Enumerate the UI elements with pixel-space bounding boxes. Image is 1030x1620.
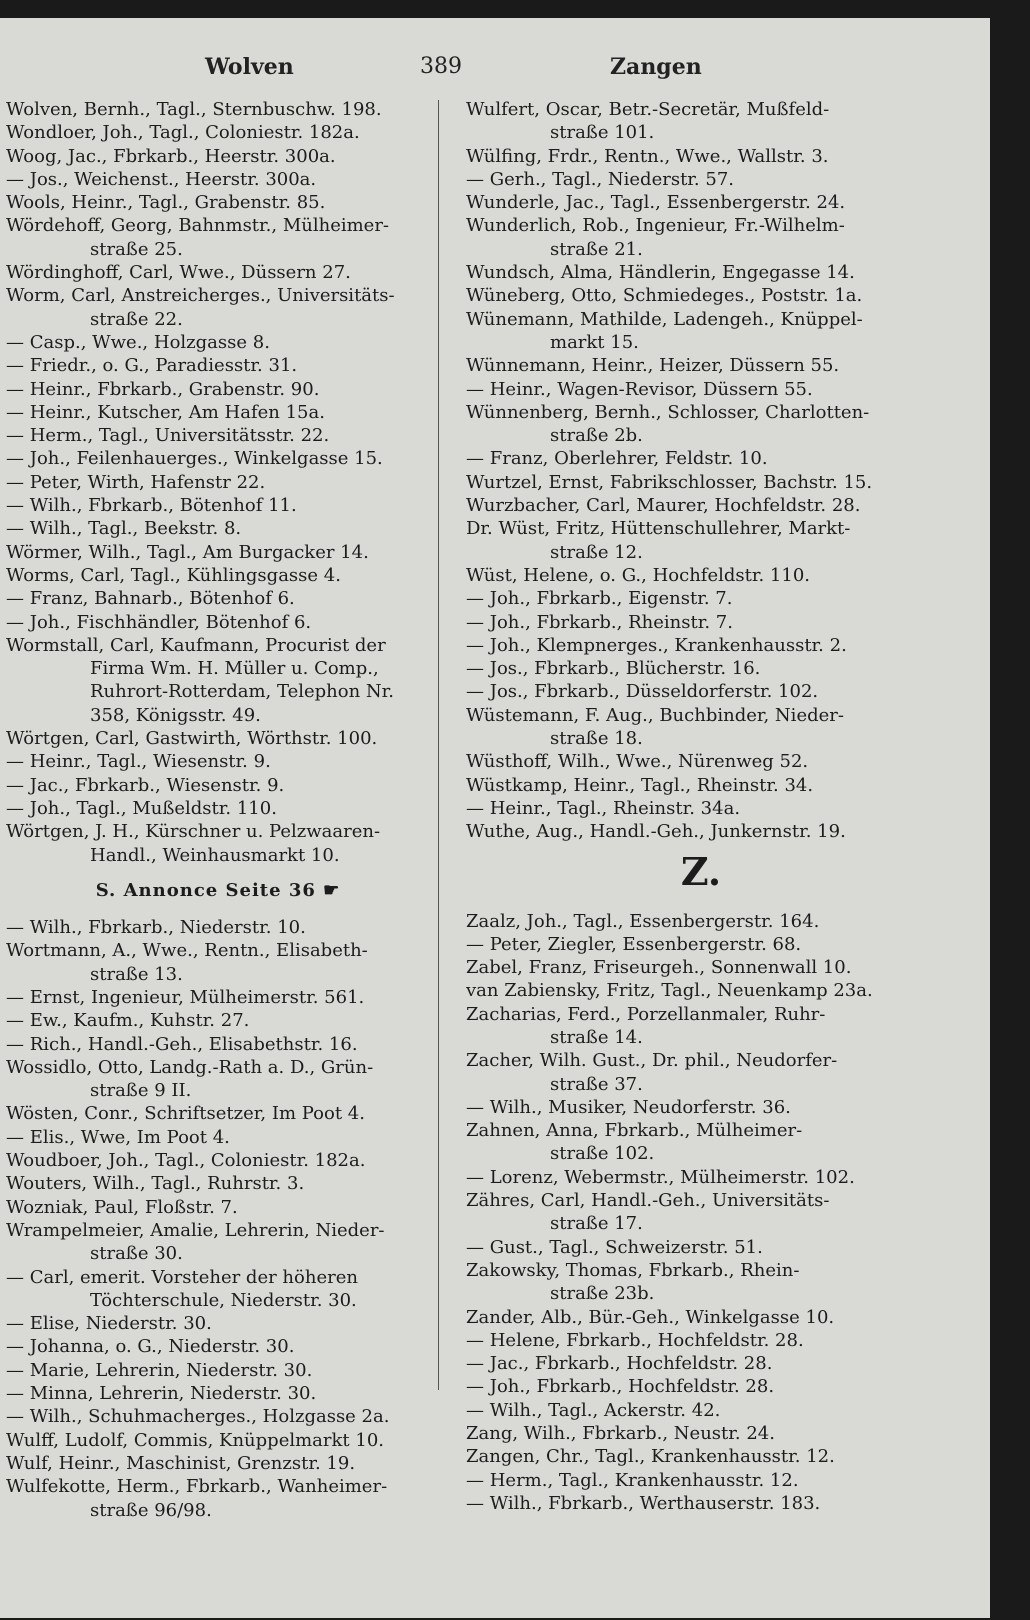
directory-entry: Zakowsky, Thomas, Fbrkarb., Rhein- <box>466 1259 800 1281</box>
directory-entry: Wörmer, Wilh., Tagl., Am Burgacker 14. <box>6 541 369 563</box>
directory-entry: — Wilh., Tagl., Beekstr. 8. <box>6 518 242 540</box>
entry-continuation: straße 18. <box>550 728 643 750</box>
column-divider <box>438 100 439 1390</box>
directory-entry: Wurtzel, Ernst, Fabrikschlosser, Bachstr. 15. <box>466 471 873 493</box>
directory-entry: Wüneberg, Otto, Schmiedeges., Poststr. 1a. <box>466 285 863 307</box>
annonce-note: S. Annonce Seite 36 ☛ <box>95 879 341 901</box>
directory-entry: Dr. Wüst, Fritz, Hüttenschullehrer, Markt- <box>466 518 851 540</box>
directory-entry: Zahnen, Anna, Fbrkarb., Mülheimer- <box>466 1120 803 1142</box>
directory-entry: — Franz, Bahnarb., Bötenhof 6. <box>6 588 295 610</box>
directory-entry: — Wilh., Fbrkarb., Niederstr. 10. <box>6 917 306 939</box>
directory-entry: — Wilh., Musiker, Neudorferstr. 36. <box>466 1096 791 1118</box>
entry-continuation: Firma Wm. H. Müller u. Comp., <box>90 658 379 680</box>
directory-entry: Wouters, Wilh., Tagl., Ruhrstr. 3. <box>6 1173 305 1195</box>
directory-entry: Wunderlich, Rob., Ingenieur, Fr.-Wilhelm- <box>466 215 845 237</box>
directory-entry: Worm, Carl, Anstreicherges., Universitäts- <box>6 285 395 307</box>
directory-entry: Wüst, Helene, o. G., Hochfeldstr. 110. <box>466 564 811 586</box>
entry-continuation: straße 9 II. <box>90 1080 192 1102</box>
directory-entry: — Peter, Wirth, Hafenstr 22. <box>6 471 266 493</box>
directory-entry: Zang, Wilh., Fbrkarb., Neustr. 24. <box>466 1423 775 1445</box>
entry-continuation: straße 2b. <box>550 425 643 447</box>
directory-entry: — Gust., Tagl., Schweizerstr. 51. <box>466 1236 763 1258</box>
directory-entry: Wünemann, Mathilde, Ladengeh., Knüppel- <box>466 308 863 330</box>
directory-entry: van Zabiensky, Fritz, Tagl., Neuenkamp 23a. <box>466 980 873 1002</box>
directory-entry: — Ernst, Ingenieur, Mülheimerstr. 561. <box>6 986 365 1008</box>
directory-entry: — Carl, emerit. Vorsteher der höheren <box>6 1266 358 1288</box>
entry-continuation: straße 37. <box>550 1073 643 1095</box>
entry-continuation: straße 17. <box>550 1213 643 1235</box>
directory-entry: — Casp., Wwe., Holzgasse 8. <box>6 331 270 353</box>
directory-entry: — Rich., Handl.-Geh., Elisabethstr. 16. <box>6 1033 358 1055</box>
directory-entry: — Franz, Oberlehrer, Feldstr. 10. <box>466 448 768 470</box>
entry-continuation: straße 21. <box>550 238 643 260</box>
entry-continuation: straße 30. <box>90 1243 183 1265</box>
directory-entry: — Heinr., Fbrkarb., Grabenstr. 90. <box>6 378 320 400</box>
entry-continuation: Ruhrort-Rotterdam, Telephon Nr. <box>90 681 395 703</box>
right-entries <box>466 98 936 844</box>
directory-entry: Wozniak, Paul, Floßstr. 7. <box>6 1196 238 1218</box>
directory-entry: — Wilh., Schuhmacherges., Holzgasse 2a. <box>6 1406 390 1428</box>
directory-entry: — Jos., Weichenst., Heerstr. 300a. <box>6 168 317 190</box>
entry-continuation: Töchterschule, Niederstr. 30. <box>90 1289 357 1311</box>
directory-entry: Wortmann, A., Wwe., Rentn., Elisabeth- <box>6 940 368 962</box>
left-column <box>6 98 430 1522</box>
directory-entry: — Heinr., Kutscher, Am Hafen 15a. <box>6 401 325 423</box>
directory-entry: — Friedr., o. G., Paradiesstr. 31. <box>6 355 298 377</box>
directory-entry: — Minna, Lehrerin, Niederstr. 30. <box>6 1383 317 1405</box>
page-number: 389 <box>420 54 462 79</box>
directory-entry: — Elis., Wwe, Im Poot 4. <box>6 1126 230 1148</box>
directory-entry: Wörtgen, J. H., Kürschner u. Pelzwaaren- <box>6 821 381 843</box>
directory-entry: — Herm., Tagl., Krankenhausstr. 12. <box>466 1469 799 1491</box>
entry-continuation: straße 22. <box>90 308 183 330</box>
left-entries-2 <box>6 916 430 1522</box>
directory-entry: Wörtgen, Carl, Gastwirth, Wörthstr. 100. <box>6 728 378 750</box>
directory-entry: Zabel, Franz, Friseurgeh., Sonnenwall 10. <box>466 957 852 979</box>
directory-entry: Zähres, Carl, Handl.-Geh., Universitäts- <box>466 1190 830 1212</box>
header-left-keyword: Wolven <box>205 54 294 80</box>
entry-continuation: straße 96/98. <box>90 1499 212 1521</box>
directory-entry: Woog, Jac., Fbrkarb., Heerstr. 300a. <box>6 145 336 167</box>
directory-entry: — Marie, Lehrerin, Niederstr. 30. <box>6 1359 313 1381</box>
directory-entry: Wulf, Heinr., Maschinist, Grenzstr. 19. <box>6 1452 356 1474</box>
right-entries-2 <box>466 910 936 1516</box>
directory-entry: Wormstall, Carl, Kaufmann, Procurist der <box>6 634 386 656</box>
page-header <box>0 44 990 88</box>
directory-entry: Wüstkamp, Heinr., Tagl., Rheinstr. 34. <box>466 774 814 796</box>
entry-continuation: straße 101. <box>550 122 655 144</box>
directory-entry: — Jac., Fbrkarb., Hochfeldstr. 28. <box>466 1353 773 1375</box>
header-right-keyword: Zangen <box>610 54 702 80</box>
directory-entry: Wurzbacher, Carl, Maurer, Hochfeldstr. 28. <box>466 495 861 517</box>
directory-entry: Wünnemann, Heinr., Heizer, Düssern 55. <box>466 355 840 377</box>
directory-entry: — Peter, Ziegler, Essenbergerstr. 68. <box>466 933 802 955</box>
directory-entry: Wulfekotte, Herm., Fbrkarb., Wanheimer- <box>6 1476 388 1498</box>
directory-entry: — Elise, Niederstr. 30. <box>6 1313 212 1335</box>
directory-entry: Wossidlo, Otto, Landg.-Rath a. D., Grün- <box>6 1056 374 1078</box>
right-column <box>466 98 936 1515</box>
directory-entry: Wrampelmeier, Amalie, Lehrerin, Nieder- <box>6 1219 385 1241</box>
directory-entry: — Joh., Fbrkarb., Eigenstr. 7. <box>466 588 733 610</box>
directory-entry: Woudboer, Joh., Tagl., Coloniestr. 182a. <box>6 1150 366 1172</box>
directory-entry: Wolven, Bernh., Tagl., Sternbuschw. 198. <box>6 99 382 120</box>
directory-entry: — Wilh., Fbrkarb., Werthauserstr. 183. <box>466 1492 821 1514</box>
directory-entry: Wüstemann, F. Aug., Buchbinder, Nieder- <box>466 704 844 726</box>
entry-continuation: straße 25. <box>90 238 183 260</box>
directory-entry: Zacher, Wilh. Gust., Dr. phil., Neudorfer- <box>466 1050 838 1072</box>
directory-entry: Zaalz, Joh., Tagl., Essenbergerstr. 164. <box>466 910 820 932</box>
directory-entry: Wösten, Conr., Schriftsetzer, Im Poot 4. <box>6 1103 365 1125</box>
directory-entry: Wördehoff, Georg, Bahnmstr., Mülheimer- <box>6 215 390 237</box>
directory-entry: — Joh., Feilenhauerges., Winkelgasse 15. <box>6 448 383 470</box>
directory-entry: — Joh., Fbrkarb., Hochfeldstr. 28. <box>466 1376 775 1398</box>
directory-entry: Zacharias, Ferd., Porzellanmaler, Ruhr- <box>466 1003 826 1025</box>
directory-entry: Zangen, Chr., Tagl., Krankenhausstr. 12. <box>466 1446 835 1468</box>
directory-entry: — Joh., Fischhändler, Bötenhof 6. <box>6 611 312 633</box>
directory-entry: — Herm., Tagl., Universitätsstr. 22. <box>6 425 330 447</box>
entry-continuation: straße 13. <box>90 963 183 985</box>
entry-continuation: 358, Königsstr. 49. <box>90 704 261 726</box>
directory-entry: Wondloer, Joh., Tagl., Coloniestr. 182a. <box>6 122 360 144</box>
entry-continuation: straße 14. <box>550 1026 643 1048</box>
directory-entry: Wulfert, Oscar, Betr.-Secretär, Mußfeld- <box>466 99 830 120</box>
entry-continuation: straße 23b. <box>550 1283 655 1305</box>
directory-entry: Wördinghoff, Carl, Wwe., Düssern 27. <box>6 262 351 284</box>
directory-entry: Wülfing, Frdr., Rentn., Wwe., Wallstr. 3. <box>466 145 829 167</box>
directory-entry: Zander, Alb., Bür.-Geh., Winkelgasse 10. <box>466 1306 835 1328</box>
directory-entry: Wundsch, Alma, Händlerin, Engegasse 14. <box>466 262 855 284</box>
directory-entry: — Joh., Fbrkarb., Rheinstr. 7. <box>466 611 733 633</box>
directory-entry: Wools, Heinr., Tagl., Grabenstr. 85. <box>6 192 326 214</box>
directory-entry: — Jac., Fbrkarb., Wiesenstr. 9. <box>6 774 285 796</box>
entry-continuation: straße 102. <box>550 1143 655 1165</box>
directory-entry: — Jos., Fbrkarb., Blücherstr. 16. <box>466 658 761 680</box>
directory-entry: — Johanna, o. G., Niederstr. 30. <box>6 1336 295 1358</box>
directory-entry: — Wilh., Tagl., Ackerstr. 42. <box>466 1399 721 1421</box>
directory-entry: — Jos., Fbrkarb., Düsseldorferstr. 102. <box>466 681 819 703</box>
directory-entry: — Heinr., Tagl., Wiesenstr. 9. <box>6 751 271 773</box>
section-letter: Z. <box>680 848 722 894</box>
directory-entry: — Wilh., Fbrkarb., Bötenhof 11. <box>6 495 297 517</box>
entry-continuation: markt 15. <box>550 331 639 353</box>
directory-entry: — Lorenz, Webermstr., Mülheimerstr. 102. <box>466 1166 855 1188</box>
directory-entry: Wunderle, Jac., Tagl., Essenbergerstr. 24. <box>466 192 846 214</box>
directory-entry: — Heinr., Wagen-Revisor, Düssern 55. <box>466 378 813 400</box>
directory-entry: Wulff, Ludolf, Commis, Knüppelmarkt 10. <box>6 1429 384 1451</box>
directory-entry: — Ew., Kaufm., Kuhstr. 27. <box>6 1010 250 1032</box>
directory-entry: — Joh., Klempnerges., Krankenhausstr. 2. <box>466 634 847 656</box>
directory-entry: — Heinr., Tagl., Rheinstr. 34a. <box>466 797 741 819</box>
left-entries <box>6 98 430 867</box>
directory-entry: — Joh., Tagl., Mußeldstr. 110. <box>6 797 277 819</box>
directory-page <box>0 18 990 1618</box>
directory-entry: Wuthe, Aug., Handl.-Geh., Junkernstr. 19. <box>466 821 846 843</box>
directory-entry: — Helene, Fbrkarb., Hochfeldstr. 28. <box>466 1329 804 1351</box>
directory-entry: — Gerh., Tagl., Niederstr. 57. <box>466 168 735 190</box>
entry-continuation: straße 12. <box>550 541 643 563</box>
directory-entry: Wünnenberg, Bernh., Schlosser, Charlotten- <box>466 401 870 423</box>
directory-entry: Wüsthoff, Wilh., Wwe., Nürenweg 52. <box>466 751 809 773</box>
directory-entry: Worms, Carl, Tagl., Kühlingsgasse 4. <box>6 564 341 586</box>
entry-continuation: Handl., Weinhausmarkt 10. <box>90 844 340 866</box>
